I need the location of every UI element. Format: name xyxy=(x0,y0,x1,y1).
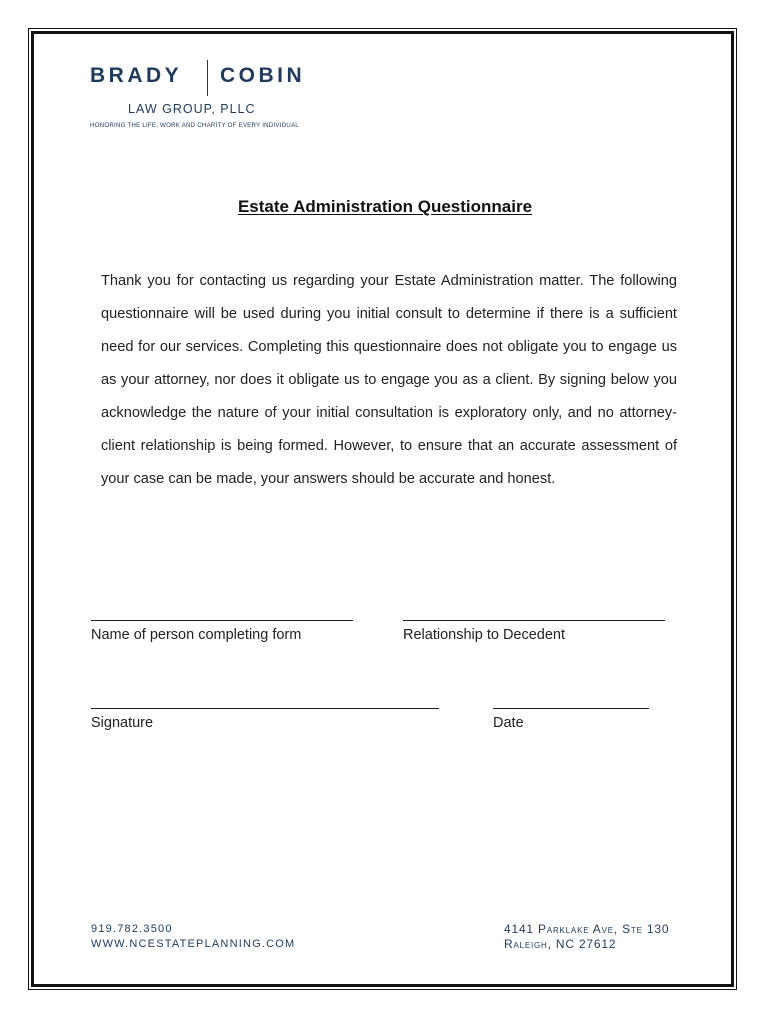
footer-website: WWW.NCESTATEPLANNING.COM xyxy=(91,938,296,950)
footer-address-line2: Raleigh, NC 27612 xyxy=(504,937,617,951)
date-field[interactable] xyxy=(493,690,649,731)
footer-contact xyxy=(91,922,295,952)
footer-phone: 919.782.3500 xyxy=(91,923,173,935)
document-page xyxy=(31,31,734,987)
logo-subtitle: LAW GROUP, PLLC xyxy=(128,102,256,116)
footer-address-line1: 4141 Parklake Ave, Ste 130 xyxy=(504,922,670,936)
logo-name-right: COBIN xyxy=(220,64,306,87)
logo-tagline: HONORING THE LIFE, WORK AND CHARITY OF EVERY INDIVIDUAL xyxy=(90,122,299,129)
name-field-label: Name of person completing form xyxy=(91,627,302,643)
logo-divider xyxy=(207,60,208,96)
document-title: Estate Administration Questionnaire xyxy=(237,197,533,216)
signature-line[interactable] xyxy=(91,690,439,709)
logo-name-left: BRADY xyxy=(90,64,183,87)
name-signature-line[interactable] xyxy=(91,602,353,621)
name-field[interactable] xyxy=(91,602,353,643)
signature-field-label: Signature xyxy=(91,715,154,731)
firm-logo xyxy=(90,60,330,132)
signature-field[interactable] xyxy=(91,690,439,731)
date-field-label: Date xyxy=(493,715,524,731)
relationship-field-label: Relationship to Decedent xyxy=(403,627,566,643)
date-line[interactable] xyxy=(493,690,649,709)
relationship-field[interactable] xyxy=(403,602,665,643)
relationship-line[interactable] xyxy=(403,602,665,621)
footer-address xyxy=(504,922,669,952)
intro-paragraph: Thank you for contacting us regarding your Estate Administration matter. The following questionnaire will be used during you initial consult to determine if there is a sufficient need for our services. Completing this questionnaire does not obligate you to engage us as your attorney, nor does it obligate us to engage you as a client. By signing below you acknowledge the nature of your initial consultation is exploratory only, and no attorney-client relationship is being formed. However, to ensure that an accurate assessment of your case can be made, your answers should be accurate and honest. xyxy=(101,273,677,487)
